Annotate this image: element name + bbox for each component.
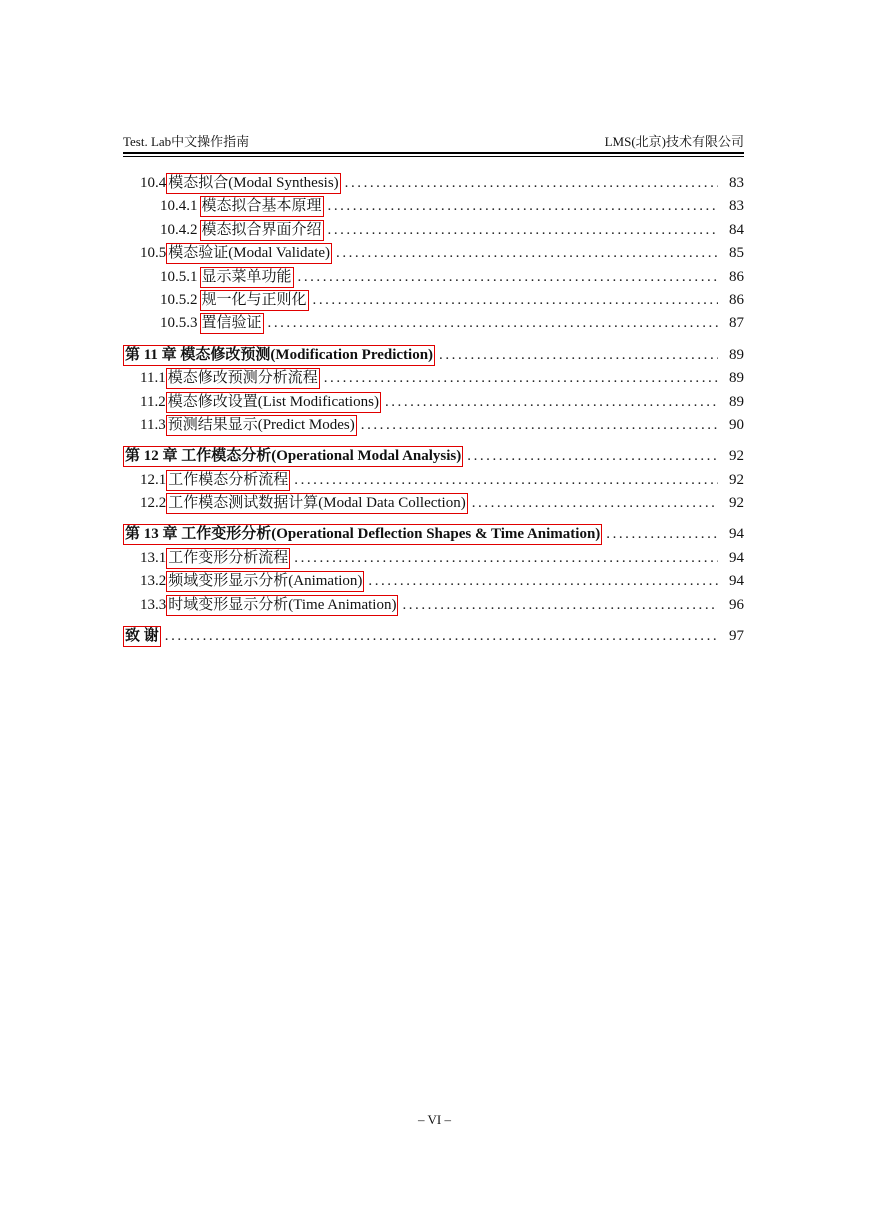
toc-page-number: 86 bbox=[729, 291, 744, 308]
toc-entry-link[interactable]: 置信验证 bbox=[200, 313, 264, 334]
toc-page-number: 83 bbox=[729, 198, 744, 215]
toc-entry-link[interactable]: 模态拟合(Modal Synthesis) bbox=[166, 173, 340, 194]
toc-entry-link[interactable]: 模态拟合基本原理 bbox=[200, 196, 324, 217]
toc-entry bbox=[123, 367, 744, 390]
toc-entry-number: 12.1 bbox=[140, 471, 167, 488]
toc-entry-number: 13.2 bbox=[140, 573, 167, 590]
toc-page-number: 92 bbox=[729, 448, 744, 465]
toc-dot-leader bbox=[324, 367, 718, 390]
toc-dot-leader bbox=[467, 445, 718, 468]
toc-entry-link[interactable]: 显示菜单功能 bbox=[200, 267, 294, 288]
toc-dot-leader bbox=[345, 172, 718, 195]
toc-entry-link[interactable]: 工作模态测试数据计算(Modal Data Collection) bbox=[166, 493, 467, 514]
toc-dot-leader bbox=[313, 289, 718, 312]
toc-entry-link[interactable]: 频域变形显示分析(Animation) bbox=[166, 571, 364, 592]
toc-chapter-entry bbox=[123, 445, 744, 468]
toc-dot-leader bbox=[165, 625, 718, 648]
toc-entry-link[interactable]: 工作模态分析流程 bbox=[166, 470, 290, 491]
toc-entry-link[interactable]: 第 12 章 工作模态分析(Operational Modal Analysis) bbox=[123, 446, 463, 467]
toc-page-number: 94 bbox=[729, 573, 744, 590]
toc-entry bbox=[123, 414, 744, 437]
toc-dot-leader bbox=[439, 344, 718, 367]
toc-entry-link[interactable]: 模态修改设置(List Modifications) bbox=[166, 392, 381, 413]
toc-entry-link[interactable]: 规一化与正则化 bbox=[200, 290, 309, 311]
toc-entry-link[interactable]: 预测结果显示(Predict Modes) bbox=[166, 415, 357, 436]
toc-dot-leader bbox=[472, 492, 718, 515]
toc-entry-number: 10.4.2 bbox=[160, 221, 198, 238]
toc-dot-leader bbox=[328, 195, 718, 218]
toc-entry bbox=[123, 289, 744, 312]
toc-entry bbox=[123, 195, 744, 218]
toc-entry bbox=[123, 547, 744, 570]
toc-entry bbox=[123, 469, 744, 492]
toc-dot-leader bbox=[336, 242, 718, 265]
toc-page-number: 89 bbox=[729, 346, 744, 363]
toc-page-number: 89 bbox=[729, 393, 744, 410]
toc-entry-number: 11.3 bbox=[140, 416, 166, 433]
toc-page-number: 94 bbox=[729, 549, 744, 566]
toc-entry-number: 11.2 bbox=[140, 393, 166, 410]
page-number-footer: – VI – bbox=[418, 1112, 451, 1127]
toc-entry-link[interactable]: 模态拟合界面介绍 bbox=[200, 220, 324, 241]
toc-page-number: 86 bbox=[729, 268, 744, 285]
toc-dot-leader bbox=[268, 312, 718, 335]
toc-page-number: 94 bbox=[729, 526, 744, 543]
toc-dot-leader bbox=[361, 414, 718, 437]
toc-page-number: 92 bbox=[729, 471, 744, 488]
toc-entry bbox=[123, 219, 744, 242]
running-header bbox=[123, 133, 744, 151]
toc-chapter-entry bbox=[123, 523, 744, 546]
toc-entry bbox=[123, 492, 744, 515]
toc-dot-leader bbox=[294, 469, 718, 492]
toc-chapter-entry bbox=[123, 344, 744, 367]
toc-entry bbox=[123, 266, 744, 289]
toc-dot-leader bbox=[368, 570, 718, 593]
toc-entry bbox=[123, 391, 744, 414]
toc-entry-link[interactable]: 第 11 章 模态修改预测(Modification Prediction) bbox=[123, 345, 435, 366]
toc-dot-leader bbox=[385, 391, 718, 414]
toc-dot-leader bbox=[294, 547, 718, 570]
toc-entry-link[interactable]: 致 谢 bbox=[123, 626, 161, 647]
header-doc-title: Test. Lab中文操作指南 bbox=[123, 134, 250, 149]
toc-page-number: 87 bbox=[729, 315, 744, 332]
toc-chapter-entry bbox=[123, 625, 744, 648]
toc-entry-link[interactable]: 模态验证(Modal Validate) bbox=[166, 243, 332, 264]
toc-page-number: 92 bbox=[729, 495, 744, 512]
toc-entry-number: 10.4.1 bbox=[160, 198, 198, 215]
toc-page-number: 96 bbox=[729, 596, 744, 613]
toc-page-number: 85 bbox=[729, 245, 744, 262]
toc-page-number: 89 bbox=[729, 370, 744, 387]
toc-entry-number: 10.5.1 bbox=[160, 268, 198, 285]
toc-entry bbox=[123, 594, 744, 617]
toc-dot-leader bbox=[298, 266, 718, 289]
toc-dot-leader bbox=[328, 219, 718, 242]
toc-entry bbox=[123, 312, 744, 335]
toc-entry-number: 13.1 bbox=[140, 549, 167, 566]
toc-entry-link[interactable]: 时域变形显示分析(Time Animation) bbox=[166, 595, 398, 616]
toc-entry-number: 10.5 bbox=[140, 245, 167, 262]
toc-entry-number: 12.2 bbox=[140, 495, 167, 512]
toc-entry-link[interactable]: 模态修改预测分析流程 bbox=[166, 368, 320, 389]
toc-dot-leader bbox=[402, 594, 718, 617]
header-rule-thin bbox=[123, 156, 744, 157]
toc-entry-number: 13.3 bbox=[140, 596, 167, 613]
toc-page-number: 83 bbox=[729, 175, 744, 191]
toc-entry-number: 10.5.3 bbox=[160, 315, 198, 332]
table-of-contents bbox=[123, 172, 744, 648]
toc-entry-number: 10.4 bbox=[140, 175, 167, 191]
toc-entry bbox=[123, 172, 744, 195]
header-company: LMS(北京)技术有限公司 bbox=[604, 134, 744, 149]
toc-entry-link[interactable]: 工作变形分析流程 bbox=[166, 548, 290, 569]
toc-dot-leader bbox=[606, 523, 718, 546]
toc-page-number: 97 bbox=[729, 628, 744, 645]
toc-entry-link[interactable]: 第 13 章 工作变形分析(Operational Deflection Shapes & Time Animation) bbox=[123, 524, 602, 545]
toc-page-number: 90 bbox=[729, 416, 744, 433]
toc-entry bbox=[123, 242, 744, 265]
toc-entry-number: 11.1 bbox=[140, 370, 166, 387]
header-rule-thick bbox=[123, 152, 744, 154]
toc-entry-number: 10.5.2 bbox=[160, 291, 198, 308]
toc-entry bbox=[123, 570, 744, 593]
toc-page-number: 84 bbox=[729, 221, 744, 238]
